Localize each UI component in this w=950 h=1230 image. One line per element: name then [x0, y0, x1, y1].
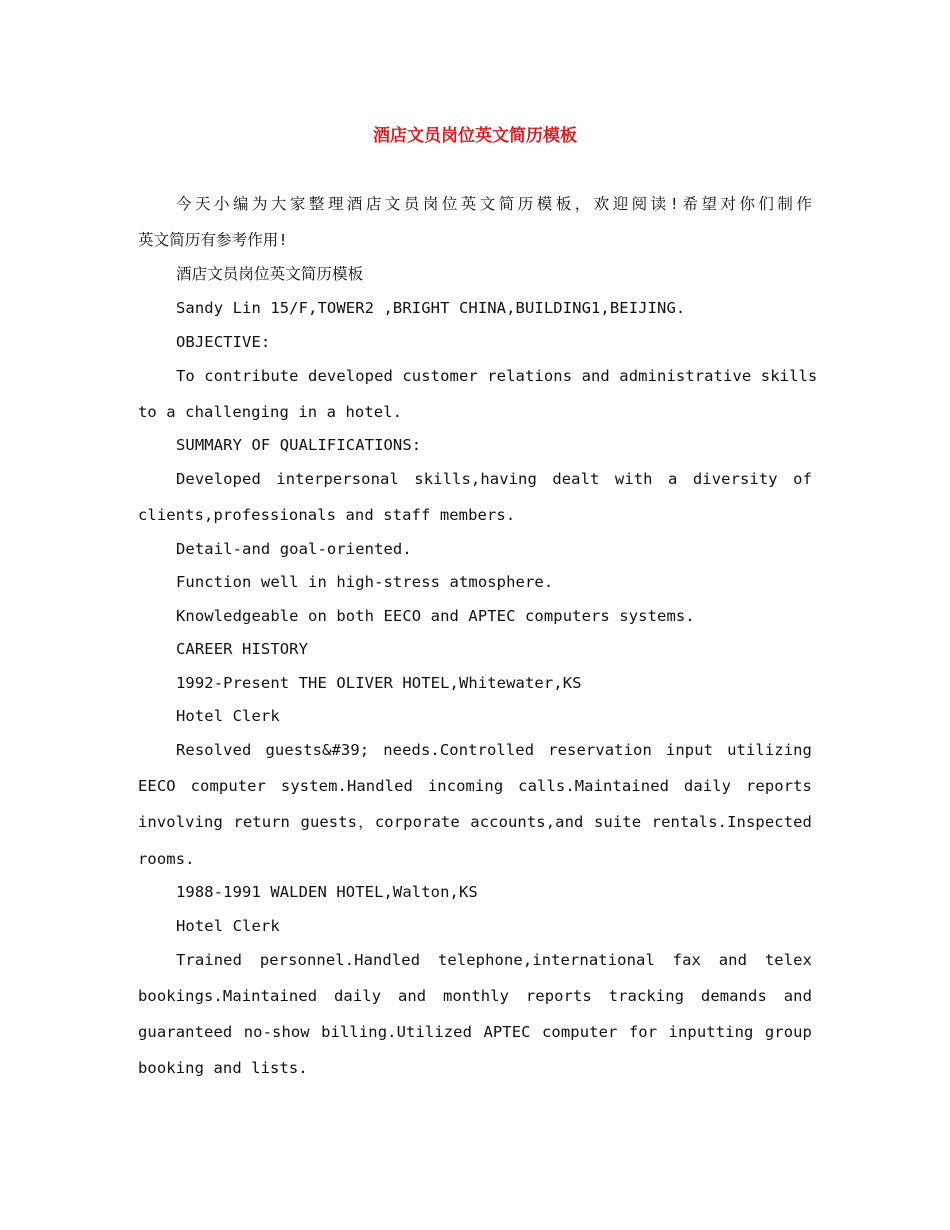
summary-paragraph-3: Function well in high-stress atmosphere.: [176, 573, 554, 591]
job-2-description-line-2: bookings.Maintained daily and monthly reports tracking demands and: [138, 987, 812, 1005]
job-1-description-line-2: EECO computer system.Handled incoming calls.Maintained daily reports: [138, 777, 812, 795]
summary-paragraph-4: Knowledgeable on both EECO and APTEC computers systems.: [176, 607, 695, 625]
job-1-description-line-4: rooms.: [138, 850, 195, 868]
address-line: Sandy Lin 15/F,TOWER2 ,BRIGHT CHINA,BUILDING1,BEIJING.: [176, 299, 686, 317]
job-2-description-line-4: booking and lists.: [138, 1059, 308, 1077]
objective-line-2: to a challenging in a hotel.: [138, 403, 403, 421]
subtitle: 酒店文员岗位英文简历模板: [176, 265, 364, 283]
summary-paragraph-2: Detail-and goal-oriented.: [176, 540, 412, 558]
summary-heading: SUMMARY OF QUALIFICATIONS:: [176, 436, 422, 454]
objective-line-1: To contribute developed customer relations and administrative skills: [176, 367, 818, 385]
summary-paragraph-1-line-1: Developed interpersonal skills,having dealt with a diversity of: [176, 470, 812, 488]
job-1-description-line-1: Resolved guests&#39; needs.Controlled reservation input utilizing: [176, 741, 812, 759]
job-1-title: Hotel Clerk: [176, 707, 280, 725]
job-2-description-line-1: Trained personnel.Handled telephone,international fax and telex: [176, 951, 812, 969]
job-2-description-line-3: guaranteed no-show billing.Utilized APTEC computer for inputting group: [138, 1023, 812, 1041]
document-title: 酒店文员岗位英文简历模板: [373, 126, 577, 146]
job-1-description-line-3: involving return guests，corporate accounts,and suite rentals.Inspected: [138, 813, 812, 831]
job-1-header: 1992-Present THE OLIVER HOTEL,Whitewater,KS: [176, 674, 582, 692]
intro-line-1: 今天小编为大家整理酒店文员岗位英文简历模板，欢迎阅读!希望对你们制作: [176, 195, 812, 213]
job-2-title: Hotel Clerk: [176, 917, 280, 935]
job-2-header: 1988-1991 WALDEN HOTEL,Walton,KS: [176, 883, 478, 901]
intro-line-2: 英文简历有参考作用!: [138, 231, 288, 249]
summary-paragraph-1-line-2: clients,professionals and staff members.: [138, 506, 516, 524]
objective-heading: OBJECTIVE:: [176, 333, 271, 351]
career-heading: CAREER HISTORY: [176, 640, 309, 658]
